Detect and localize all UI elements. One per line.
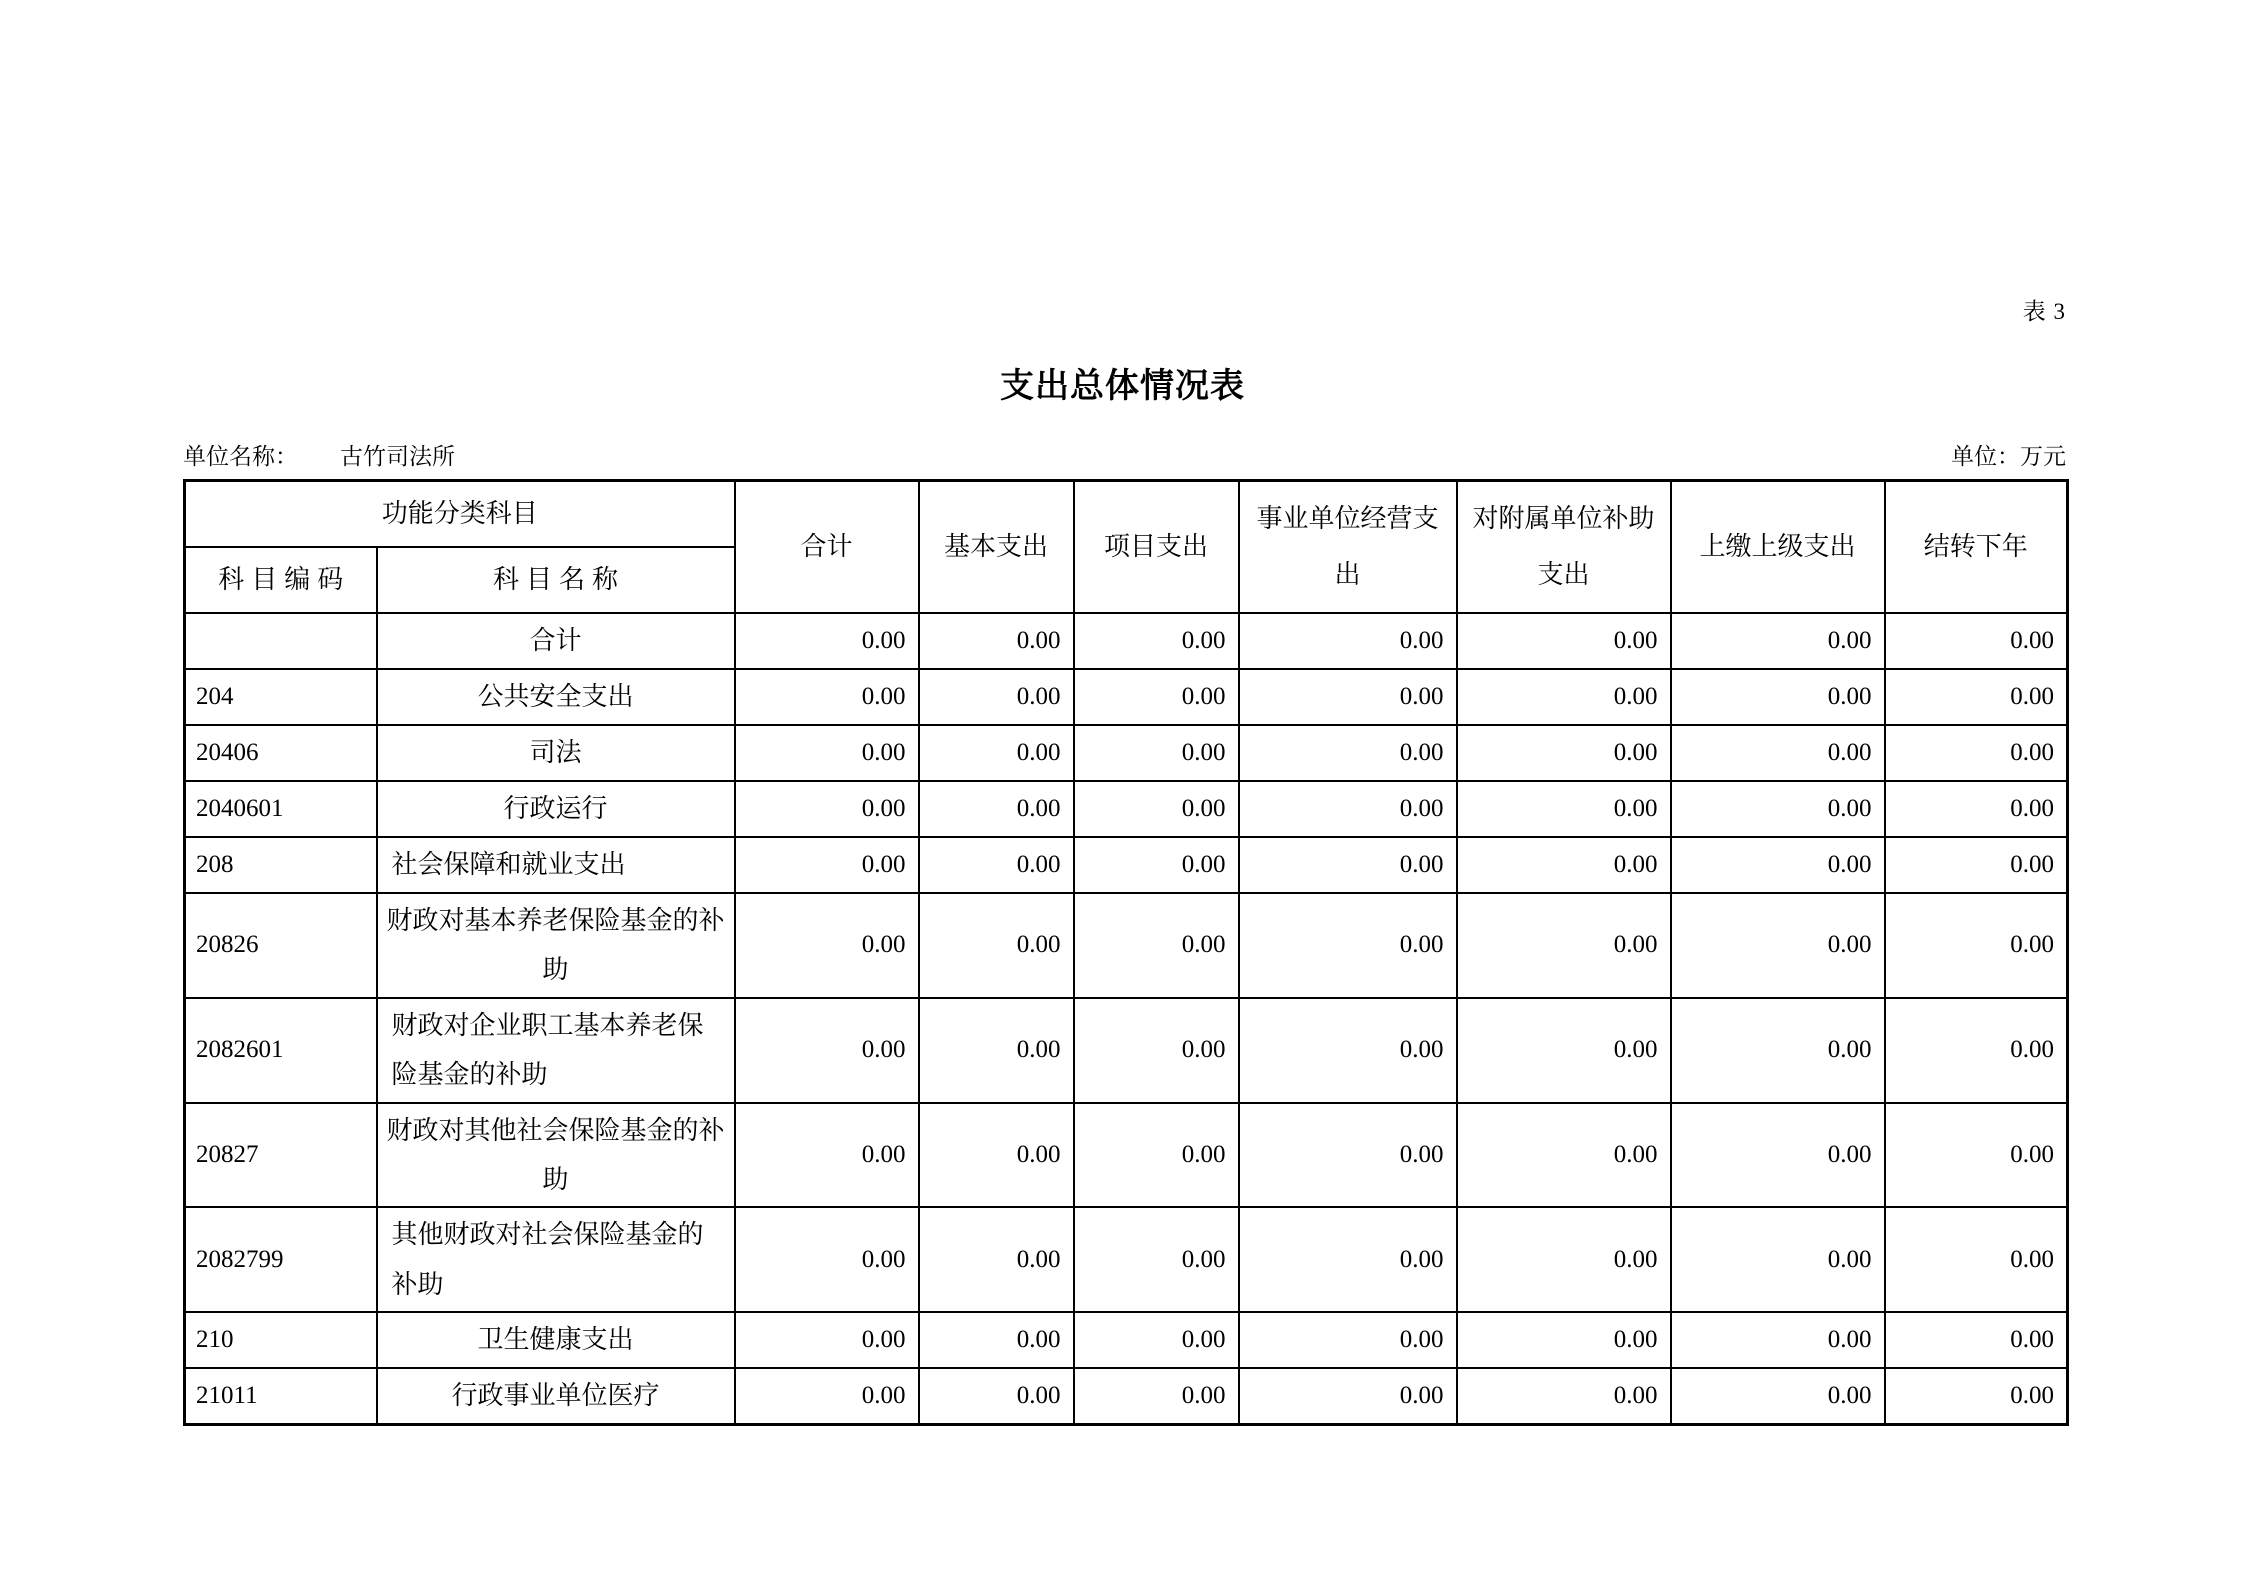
value-cell: 0.00 (1074, 1312, 1239, 1368)
value-cell: 0.00 (1457, 1312, 1671, 1368)
value-cell: 0.00 (735, 1368, 919, 1424)
value-cell: 0.00 (1885, 669, 2068, 725)
subject-name-cell: 行政事业单位医疗 (377, 1368, 735, 1424)
value-cell: 0.00 (1074, 1368, 1239, 1424)
header-col-turn-over: 上缴上级支出 (1671, 481, 1885, 614)
table-row (185, 725, 2068, 781)
value-cell: 0.00 (1239, 613, 1457, 669)
value-cell: 0.00 (1885, 1103, 2068, 1208)
value-cell: 0.00 (735, 1312, 919, 1368)
value-cell: 0.00 (1239, 1207, 1457, 1312)
subject-name-cell: 合计 (377, 613, 735, 669)
value-cell: 0.00 (1457, 781, 1671, 837)
value-cell: 0.00 (1885, 837, 2068, 893)
value-cell: 0.00 (1671, 893, 1885, 998)
subject-name-cell: 卫生健康支出 (377, 1312, 735, 1368)
header-col-total: 合计 (735, 481, 919, 614)
value-cell: 0.00 (919, 1312, 1074, 1368)
table-row (185, 893, 2068, 998)
table-number-tag: 表 3 (2022, 299, 2066, 324)
value-cell: 0.00 (1671, 669, 1885, 725)
table-row (185, 837, 2068, 893)
subject-name-cell: 行政运行 (377, 781, 735, 837)
value-cell: 0.00 (1239, 1368, 1457, 1424)
value-cell: 0.00 (919, 725, 1074, 781)
subject-name-cell: 其他财政对社会保险基金的补助 (377, 1207, 735, 1312)
value-cell: 0.00 (1457, 725, 1671, 781)
header-subject-code: 科目编码 (185, 547, 377, 613)
unit-name (183, 438, 455, 471)
value-cell: 0.00 (1671, 1312, 1885, 1368)
value-cell: 0.00 (1074, 613, 1239, 669)
value-cell: 0.00 (1885, 1368, 2068, 1424)
value-cell: 0.00 (919, 1368, 1074, 1424)
subject-code-cell: 20406 (185, 725, 377, 781)
value-cell: 0.00 (1074, 893, 1239, 998)
value-cell: 0.00 (919, 781, 1074, 837)
subject-code-cell: 208 (185, 837, 377, 893)
subject-code-cell: 2082799 (185, 1207, 377, 1312)
value-cell: 0.00 (1239, 725, 1457, 781)
subject-code-cell (185, 613, 377, 669)
value-cell: 0.00 (1457, 669, 1671, 725)
value-cell: 0.00 (1457, 893, 1671, 998)
value-cell: 0.00 (1671, 781, 1885, 837)
value-cell: 0.00 (1457, 1103, 1671, 1208)
value-cell: 0.00 (919, 998, 1074, 1103)
value-cell: 0.00 (735, 781, 919, 837)
value-cell: 0.00 (1074, 725, 1239, 781)
value-cell: 0.00 (919, 1207, 1074, 1312)
subject-name-cell: 公共安全支出 (377, 669, 735, 725)
value-cell: 0.00 (1074, 998, 1239, 1103)
subject-code-cell: 2082601 (185, 998, 377, 1103)
value-cell: 0.00 (735, 837, 919, 893)
currency-unit-label: 单位：万元 (1951, 444, 2066, 469)
value-cell: 0.00 (1671, 1103, 1885, 1208)
value-cell: 0.00 (735, 613, 919, 669)
subject-code-cell: 204 (185, 669, 377, 725)
value-cell: 0.00 (1239, 781, 1457, 837)
value-cell: 0.00 (1074, 1103, 1239, 1208)
value-cell: 0.00 (1885, 1312, 2068, 1368)
unit-name-label: 单位名称： (183, 444, 298, 469)
value-cell: 0.00 (1074, 669, 1239, 725)
table-row (185, 613, 2068, 669)
value-cell: 0.00 (1239, 1312, 1457, 1368)
value-cell: 0.00 (1074, 837, 1239, 893)
value-cell: 0.00 (1457, 998, 1671, 1103)
subject-code-cell: 21011 (185, 1368, 377, 1424)
value-cell: 0.00 (1671, 1207, 1885, 1312)
value-cell: 0.00 (1239, 837, 1457, 893)
value-cell: 0.00 (919, 1103, 1074, 1208)
meta-row (183, 438, 2066, 471)
value-cell: 0.00 (1074, 781, 1239, 837)
table-row (185, 781, 2068, 837)
value-cell: 0.00 (1885, 781, 2068, 837)
value-cell: 0.00 (1457, 1207, 1671, 1312)
subject-name-cell: 财政对企业职工基本养老保险基金的补助 (377, 998, 735, 1103)
value-cell: 0.00 (1457, 1368, 1671, 1424)
header-col-project: 项目支出 (1074, 481, 1239, 614)
value-cell: 0.00 (1239, 998, 1457, 1103)
subject-code-cell: 2040601 (185, 781, 377, 837)
value-cell: 0.00 (919, 837, 1074, 893)
value-cell: 0.00 (1671, 998, 1885, 1103)
table-row (185, 998, 2068, 1103)
header-col-basic: 基本支出 (919, 481, 1074, 614)
header-func-classification: 功能分类科目 (185, 481, 735, 548)
value-cell: 0.00 (735, 893, 919, 998)
value-cell: 0.00 (735, 1103, 919, 1208)
value-cell: 0.00 (1457, 837, 1671, 893)
unit-name-value: 古竹司法所 (340, 444, 455, 469)
header-col-carryover: 结转下年 (1885, 481, 2068, 614)
value-cell: 0.00 (735, 998, 919, 1103)
value-cell: 0.00 (735, 725, 919, 781)
table-row (185, 1312, 2068, 1368)
subject-name-cell: 财政对其他社会保险基金的补助 (377, 1103, 735, 1208)
page-title: 支出总体情况表 (1000, 367, 1245, 405)
value-cell: 0.00 (1671, 613, 1885, 669)
value-cell: 0.00 (735, 669, 919, 725)
value-cell: 0.00 (1671, 837, 1885, 893)
value-cell: 0.00 (1239, 1103, 1457, 1208)
header-row-1 (185, 481, 2068, 548)
value-cell: 0.00 (1885, 725, 2068, 781)
subject-name-cell: 社会保障和就业支出 (377, 837, 735, 893)
value-cell: 0.00 (1457, 613, 1671, 669)
subject-code-cell: 210 (185, 1312, 377, 1368)
value-cell: 0.00 (735, 1207, 919, 1312)
header-subject-name: 科目名称 (377, 547, 735, 613)
table-row (185, 1103, 2068, 1208)
value-cell: 0.00 (1885, 998, 2068, 1103)
value-cell: 0.00 (919, 669, 1074, 725)
header-col-operating: 事业单位经营支出 (1239, 481, 1457, 614)
subject-code-cell: 20826 (185, 893, 377, 998)
table-row (185, 669, 2068, 725)
value-cell: 0.00 (1671, 1368, 1885, 1424)
value-cell: 0.00 (1885, 1207, 2068, 1312)
value-cell: 0.00 (1885, 893, 2068, 998)
header-col-subsidy: 对附属单位补助支出 (1457, 481, 1671, 614)
table-row (185, 1368, 2068, 1424)
expenditure-table (183, 479, 2069, 1426)
subject-name-cell: 财政对基本养老保险基金的补助 (377, 893, 735, 998)
table-row (185, 1207, 2068, 1312)
subject-code-cell: 20827 (185, 1103, 377, 1208)
value-cell: 0.00 (1074, 1207, 1239, 1312)
value-cell: 0.00 (1239, 893, 1457, 998)
value-cell: 0.00 (1885, 613, 2068, 669)
value-cell: 0.00 (1671, 725, 1885, 781)
value-cell: 0.00 (919, 893, 1074, 998)
value-cell: 0.00 (1239, 669, 1457, 725)
value-cell: 0.00 (919, 613, 1074, 669)
subject-name-cell: 司法 (377, 725, 735, 781)
